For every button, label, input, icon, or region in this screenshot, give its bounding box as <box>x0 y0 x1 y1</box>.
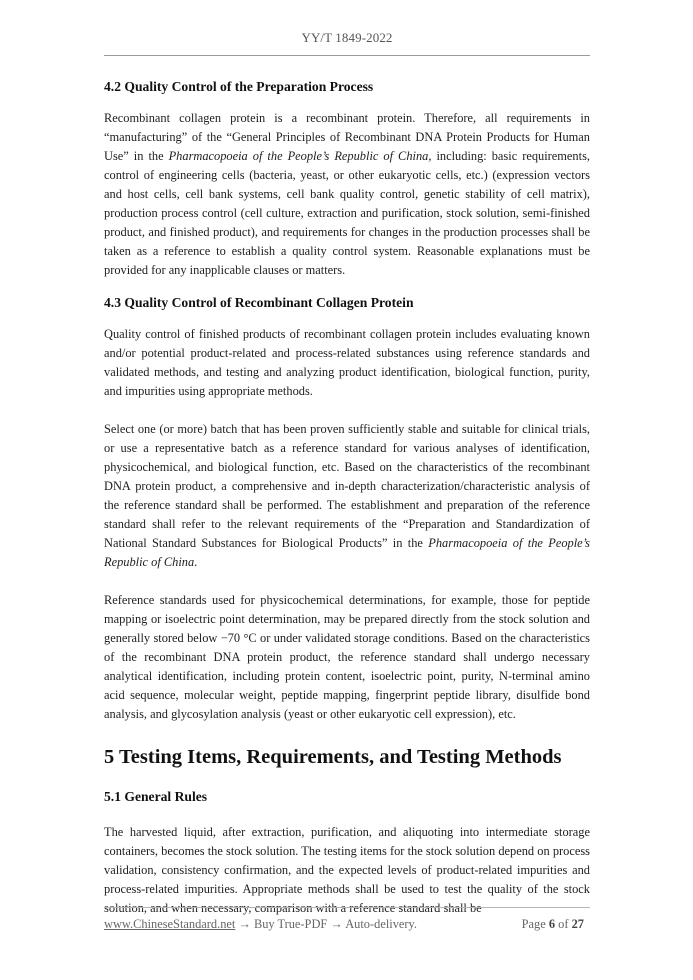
section-heading-5-1: 5.1 General Rules <box>104 789 208 804</box>
arrow-right-icon: → <box>330 917 343 931</box>
buy-text: Buy True-PDF <box>253 917 328 931</box>
paragraph-4-2-1 <box>104 109 590 280</box>
paragraph-4-3-1: Quality control of finished products of recombinant collagen protein includes evaluating known and/or potential product-related and process-related substances using reference standards and validated methods, and testing and analyzing product identification, biological function, purity, and impurities using appropriate methods. <box>104 327 590 398</box>
page-content <box>104 72 590 918</box>
paragraph-4-3-3: Reference standards used for physicochemical determinations, for example, those for peptide mapping or isoelectric point determination, may be prepared directly from the stock solution and generally stored below −70 °C or under validated storage conditions. Based on the characteristics of the recombinant DNA protein product, the reference standard shall undergo necessary analytical identification, including protein content, isoelectric point, purity, N-terminal amino acid sequence, molecular weight, peptide mapping, fingerprint peptide library, disulfide bond analysis, and glycosylation analysis (yeast or other eukaryotic cell expression), etc. <box>104 593 590 721</box>
current-page: 6 <box>548 917 556 931</box>
text-segment: , including: basic requirements, control of engineering cells (bacteria, yeast, or other eukaryotic cells, etc.) (expression vectors and host cells, cell bank systems, cell bank quality control, genetic stability of cell matrix), production process control (cell culture, extraction and purification, stock solution, semi-finished product, and finished product), and requirements for changes in the production processes shall be taken as a reference to establish a quality control system. Reasonable explanations must be provided for any inapplicable clauses or matters. <box>104 149 590 277</box>
paragraph-4-3-2 <box>104 420 590 572</box>
header-divider <box>104 55 590 56</box>
text-segment: . <box>194 555 198 569</box>
chapter-heading-5: 5 Testing Items, Requirements, and Testing Methods <box>104 746 562 768</box>
delivery-text: Auto-delivery. <box>345 917 418 931</box>
footer-divider <box>104 907 590 908</box>
arrow-right-icon: → <box>238 917 251 931</box>
text-segment: Recombinant collagen protein is a recombinant protein. Therefore, all requirements in “manufacturing” of the “General Principles of Recombinant DNA Protein Products for Human Use” in the <box>104 111 590 163</box>
pharmacopoeia-title: Pharmacopoeia of the People’s Republic of China <box>104 536 591 569</box>
document-code-header: YY/T 1849-2022 <box>301 30 393 45</box>
section-heading-4-3: 4.3 Quality Control of Recombinant Collagen Protein <box>104 295 414 310</box>
paragraph-5-1-1: The harvested liquid, after extraction, purification, and aliquoting into intermediate storage containers, becomes the stock solution. The testing items for the stock solution depend on process validation, consistency confirmation, and the expected levels of product-related impurities and process-related impurities. Appropriate methods shall be used to test the quality of the stock solution, and when necessary, comparison with a reference standard shall be <box>104 825 590 915</box>
section-heading-4-2: 4.2 Quality Control of the Preparation Process <box>104 79 374 94</box>
text-segment: Select one (or more) batch that has been proven sufficiently stable and suitable for clinical trials, or use a representative batch as a reference standard for various analyses of identification, physicochemical, and biological function, etc. Based on the characteristics of the recombinant DNA protein product, a comprehensive and in-depth characterization/characteristic analysis of the reference standard shall be performed. The establishment and preparation of the reference standard shall refer to the relevant requirements of the “Preparation and Standardization of National Standard Substances for Biological Products” in the <box>104 422 590 550</box>
page-number <box>522 917 584 932</box>
total-pages: 27 <box>571 917 584 931</box>
page-label: Page <box>521 917 546 931</box>
pharmacopoeia-title: Pharmacopoeia of the People’s Republic of China <box>168 149 429 163</box>
footer-promo <box>104 917 417 932</box>
of-label: of <box>558 917 569 931</box>
chinesestandard-link[interactable]: www.ChineseStandard.net <box>104 917 236 931</box>
